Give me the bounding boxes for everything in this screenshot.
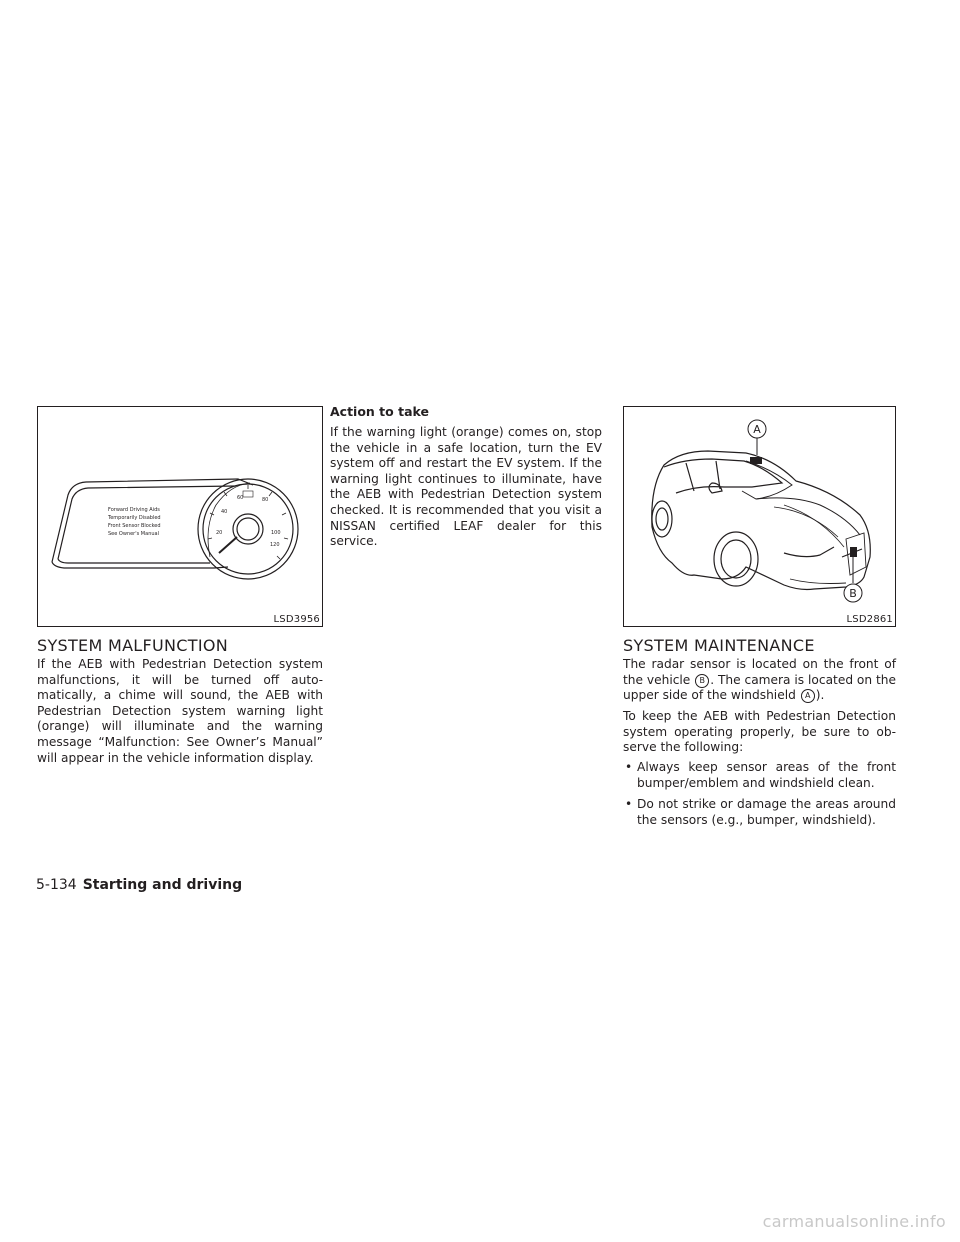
system-malfunction-heading: SYSTEM MALFUNCTION [37, 636, 229, 655]
cluster-illustration [38, 407, 322, 626]
maintenance-bullet: • Always keep sensor areas of the front bumper/emblem and windshield clean. [623, 760, 896, 791]
maintenance-bullet-list [623, 760, 896, 834]
screen-msg-line-4: See Owner's Manual [108, 531, 159, 537]
car-sensor-figure [623, 406, 896, 627]
maintenance-text-2: . The camera is located on the upper side of the windshield [623, 672, 897, 703]
action-to-take-heading: Action to take [330, 404, 429, 419]
screen-msg-line-1: Forward Driving Aids [108, 507, 160, 513]
system-maintenance-body: To keep the AEB with Pedestrian Detection system operating properly, be sure to observe the following: [623, 709, 896, 755]
gauge-label-40: 40 [221, 509, 228, 515]
figure-code-right: LSD2861 [846, 614, 893, 625]
cluster-figure [37, 406, 323, 627]
car-illustration [624, 407, 895, 626]
figure-code-left: LSD3956 [273, 614, 320, 625]
callout-b-label: B [849, 587, 857, 600]
screen-msg-line-3: Front Sensor Blocked [108, 523, 161, 529]
watermark: carmanualsonline.info [762, 1212, 946, 1231]
system-malfunction-body: If the AEB with Pedestrian Detection system malfunctions, it will be turned off automatically, a chime will sound, the AEB with Pedestrian Detection system warning light (orange) will illuminate and the warning message “Malfunction: See Owner’s Manual” will appear in the vehicle information display. [37, 657, 323, 765]
system-maintenance-intro [623, 657, 896, 704]
gauge-label-20: 20 [216, 530, 223, 536]
marker-a-icon: A [801, 689, 815, 703]
gauge-label-100: 100 [271, 530, 281, 536]
maintenance-text-1: The radar sensor is located on the front of the vehicle [623, 657, 896, 687]
action-to-take-body: If the warning light (orange) comes on, stop the vehicle in a safe location, turn the EV system off and restart the EV system. If the warning light continues to illuminate, have the AEB with Pedestrian Detection system checked. It is recommended that you visit a NISSAN certified LEAF dealer for this service. [330, 425, 602, 549]
gauge-label-80: 80 [262, 497, 269, 503]
marker-b-icon: B [695, 674, 709, 688]
gauge-label-60: 60 [237, 495, 244, 501]
maintenance-bullet: • Do not strike or damage the areas around the sensors (e.g., bumper, windshield). [623, 797, 896, 828]
page-number: 5-134 [36, 877, 77, 893]
system-maintenance-heading: SYSTEM MAINTENANCE [623, 636, 815, 655]
callout-a-label: A [753, 423, 761, 436]
chapter-title: Starting and driving [82, 877, 243, 893]
gauge-label-120: 120 [270, 542, 280, 548]
page-footer [36, 877, 242, 893]
screen-msg-line-2: Temporarily Disabled [108, 515, 161, 521]
maintenance-text-3: ). [815, 688, 825, 703]
